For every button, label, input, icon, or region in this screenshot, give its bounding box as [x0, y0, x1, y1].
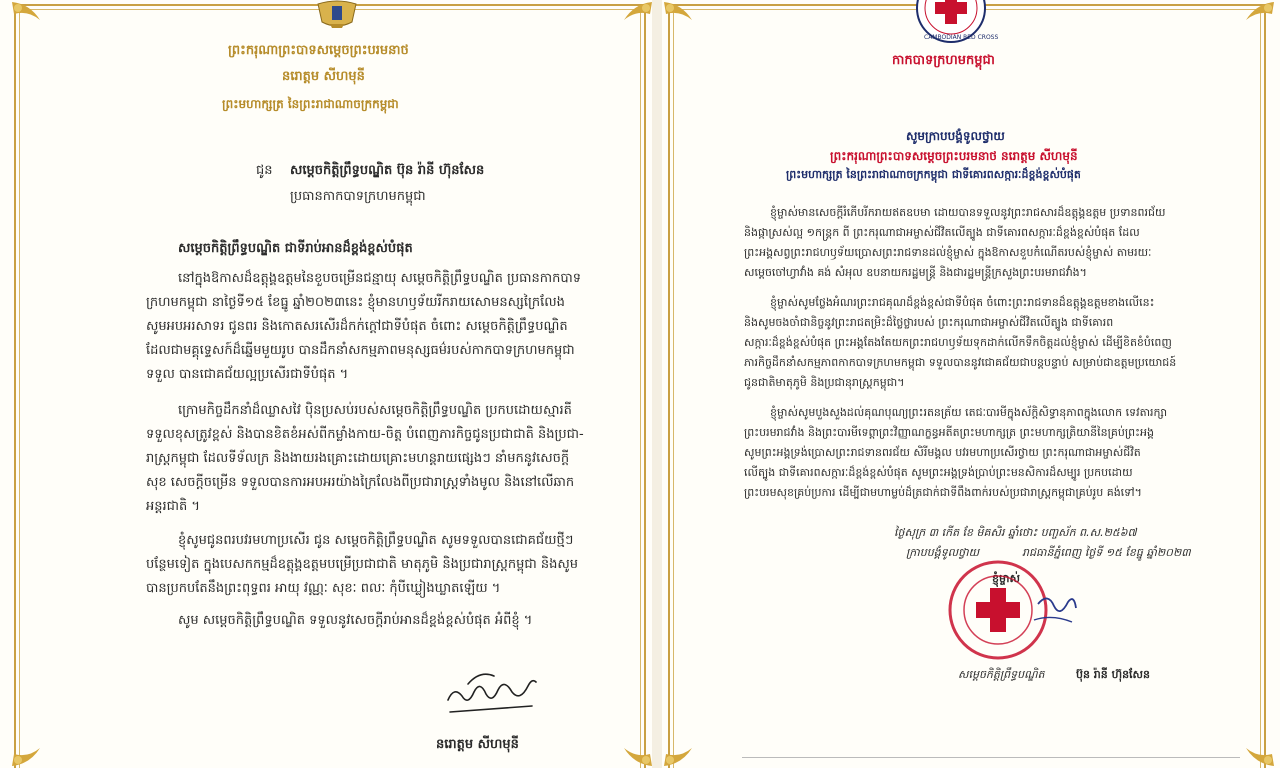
page-gutter	[652, 0, 662, 768]
salutation: សម្តេចកិត្តិព្រឹទ្ធបណ្ឌិត ជាទីរាប់អានដ៏ខ្ពង់ខ្ពស់បំផុត	[178, 241, 413, 256]
royal-coat-of-arms-icon	[312, 0, 362, 34]
org-name: កាកបាទក្រហមកម្ពុជា	[892, 53, 995, 68]
paragraph-line: ក្រហមកម្ពុជា នាថ្ងៃទី១៥ ខែធ្នូ ឆ្នាំ២០២៣នេះ ខ្ញុំមានហឫទ័យរីករាយសោមនស្សក្រៃលែង	[146, 295, 565, 310]
paragraph-line: សុខ សេចក្តីចម្រើន ទទួលបានការអបអរយ៉ាងក្រៃលែងពីប្រជារាស្ត្រទាំងមូល និងនៅលើឆាក	[146, 475, 575, 490]
paragraph-line: សម្តេចចៅហ្វាវាំង គង់ សំអុល ឧបនាយករដ្ឋមន្ត្រី និងជារដ្ឋមន្ត្រីក្រសួងព្រះបរមរាជវាំង។	[744, 266, 1087, 279]
paragraph-line: ខ្ញុំម្ចាស់សូមថ្លែងអំណរព្រះរាជគុណដ៏ខ្ពង់ខ្ពស់ជាទីបំផុត ចំពោះព្រះរាជទានដ៏ឧត្តុង្គឧត្តមខាងលើនេះ	[770, 296, 1155, 309]
paragraph-line: ខ្ញុំសូមជូនពរបវរមហាប្រសើរ ជូន សម្តេចកិត្តិព្រឹទ្ធបណ្ឌិត សូមទទួលបានជោគជ័យថ្មីៗ	[178, 533, 574, 548]
paragraph-line: បានប្រកបតែនឹងព្រះពុទ្ធពរ អាយុ វណ្ណៈ សុខៈ ពលៈ កុំបីឃ្លៀងឃ្លាតឡើយ ។	[146, 581, 501, 596]
paragraph-line: ជូនជាតិមាតុភូមិ និងប្រជានុរាស្ត្រកម្ពុជា។	[744, 376, 905, 389]
paragraph-line: រាស្ត្រកម្ពុជា ដែលទីទ័លក្រ និងងាយរងគ្រោះដោយគ្រោះមហន្តរាយផ្សេងៗ នាំមកនូវសេចក្តី	[146, 451, 570, 466]
paragraph-line: និងផ្កាស្រស់ល្អ ១កន្ត្រក ពី ព្រះករុណាជាអម្ចាស់ជីវិតលើត្បូង ជាទីគោរពសក្ការៈដ៏ខ្ពង់ខ្ពស់បំផុត ដែល	[744, 226, 1140, 239]
ornament-corner-icon	[1242, 0, 1276, 34]
paragraph-line: លើត្បូង ជាទីគោរពសក្ការៈដ៏ខ្ពង់ខ្ពស់បំផុត សូមព្រះអង្គទ្រង់ប្រាប់ព្រះមនសិការដ៏សម្បូរ ប្រកបដោយ	[744, 466, 1133, 479]
logo-ring-text: CAMBODIAN RED CROSS	[924, 34, 999, 41]
paragraph-line: ទទួលខុសត្រូវខ្ពស់ និងបានខិតខំអស់ពីកម្លាំងកាយ-ចិត្ត បំពេញភារកិច្ចជូនប្រជាជាតិ និងប្រជា-	[146, 427, 584, 442]
ornament-corner-icon	[662, 0, 696, 34]
paragraph-line: ក្រោមកិច្ចដឹកនាំដ៏ឈ្លាសវៃ ប៉ិនប្រសប់របស់សម្តេចកិត្តិព្រឹទ្ធបណ្ឌិត ប្រកបដោយស្មារតី	[178, 403, 572, 418]
royal-header-line1: ព្រះករុណាព្រះបាទសម្តេចព្រះបរមនាថ	[228, 43, 409, 58]
ornament-corner-icon	[1242, 734, 1276, 768]
ornament-corner-icon	[10, 0, 44, 34]
ornament-corner-icon	[620, 0, 652, 34]
paragraph-line: សូមអបអរសាទរ ជូនពរ និងកោតសរសើរដ៏កក់ក្តៅជាទីបំផុត ចំពោះ សម្តេចកិត្តិព្រឹទ្ធបណ្ឌិត	[146, 319, 568, 334]
closing-text: ខ្ញុំម្ចាស់	[992, 572, 1020, 585]
intro-line: សូមក្រាបបង្គំទូលថ្វាយ	[906, 129, 1005, 143]
paragraph-line: ខ្ញុំម្ចាស់មានសេចក្តីរំភើបរីករាយឥតឧបមា ដោយបានទទួលនូវព្រះរាជសារដ៏ឧត្តុង្គឧត្តម ប្រទានពរជ័យ	[770, 206, 1166, 219]
signer-title: សម្តេចកិត្តិព្រឹទ្ធបណ្ឌិត	[958, 668, 1045, 681]
king-signature-image	[440, 662, 550, 726]
red-cross-seal-icon	[942, 556, 1082, 670]
recipient-title: ប្រធានកាកបាទក្រហមកម្ពុជា	[290, 189, 426, 204]
gold-frame	[14, 4, 646, 768]
king-name: នរោត្តម សីហមុនី	[436, 737, 519, 752]
recipient-line1: ព្រះករុណាព្រះបាទសម្តេចព្រះបរមនាថ នរោត្តម សីហមុនី	[830, 149, 1078, 163]
red-cross-reply-page	[662, 0, 1280, 768]
signer-name: ប៊ុន រ៉ានី ហ៊ុនសែន	[1076, 668, 1150, 681]
royal-header-line3: ព្រះមហាក្សត្រ នៃព្រះរាជាណាចក្រកម្ពុជា	[222, 97, 399, 111]
ornament-corner-icon	[662, 734, 696, 768]
recipient-name: សម្តេចកិត្តិព្រឹទ្ធបណ្ឌិត ប៊ុន រ៉ានី ហ៊ុនសែន	[290, 163, 485, 178]
paragraph-line: ព្រះអង្គសព្វព្រះរាជហឫទ័យប្រោសព្រះរាជទានដល់ខ្ញុំម្ចាស់ ក្នុងឱកាសខួបកំណើតរបស់ខ្ញុំម្ចាស់ តាមរយៈ	[744, 246, 1152, 259]
paragraph-line: ភារកិច្ចដឹកនាំសកម្មភាពកាកបាទក្រហមកម្ពុជា ទទួលបាននូវជោគជ័យជាបន្តបន្ទាប់ សម្រាប់ជាឧត្តមប្រយោជន៍	[744, 356, 1177, 369]
recipient-prefix: ជូន	[256, 163, 273, 178]
lunar-date-line: ថ្ងៃសុក្រ ៣ កើត ខែ មិគសិរ ឆ្នាំថោះ បញ្ចស័ក ព.ស.២៥៦៧	[894, 526, 1137, 539]
date-line: រាជធានីភ្នំពេញ ថ្ងៃទី ១៥ ខែធ្នូ ឆ្នាំ២០២៣	[1022, 546, 1191, 559]
paragraph-line: ទទួល បានជោគជ័យល្អប្រសើរជាទីបំផុត ។	[146, 367, 349, 382]
paragraph-line: សូមព្រះអង្គទ្រង់ប្រោសព្រះរាជទានពរជ័យ សិរីមង្គល បវរមហាប្រសើរថ្វាយ ព្រះករុណាជាអម្ចាស់ជីវិត	[744, 446, 1141, 459]
ornament-corner-icon	[10, 734, 44, 768]
paragraph-line: ព្រះបរមសុខគ្រប់ប្រការ ដើម្បីជាមហាម្លប់ដ៏ត្រជាក់ជាទីពឹងពាក់របស់ប្រជារាស្ត្រកម្ពុជាគ្រប់រូប គង់ទៅ។	[744, 486, 1142, 499]
paragraph-line: និងសូមចងចាំជានិច្ចនូវព្រះរាជតម្រិះដ៏ថ្លៃថ្លារបស់ ព្រះករុណាជាអម្ចាស់ជីវិតលើត្បូង ជាទីគោរព	[744, 316, 1114, 329]
paragraph-line: ខ្ញុំម្ចាស់សូមបួងសួងដល់គុណបុណ្យព្រះរតនត្រ័យ តេជៈបារមីក្នុងស័ក្តិសិទ្ធានុភាពក្នុងលោក ទេវតារក្សា	[770, 406, 1168, 419]
paragraph-line: បន្ថែមទៀត ក្នុងបេសកកម្មដ៏ឧត្តុង្គឧត្តមបម្រើប្រជាជាតិ មាតុភូមិ និងប្រជារាស្ត្រកម្ពុជា និងសូម	[146, 557, 578, 572]
paragraph-line: សក្ការៈដ៏ខ្ពង់ខ្ពស់បំផុត ព្រះអង្គតែងតែយកព្រះរាជហឫទ័យទុកដាក់លើកទឹកចិត្តដល់ខ្ញុំម្ចាស់ ដើម្បីខិតខំបំពេញ	[744, 336, 1172, 349]
date-prefix: ក្រាបបង្គំទូលថ្វាយ	[906, 546, 980, 559]
royal-header-line2: នរោត្តម សីហមុនី	[282, 69, 365, 84]
recipient-line2: ព្រះមហាក្សត្រ នៃព្រះរាជាណាចក្រកម្ពុជា ជាទីគោរពសក្ការៈដ៏ខ្ពង់ខ្ពស់បំផុត	[786, 168, 1081, 181]
footer-divider	[742, 757, 1240, 766]
paragraph-line: អន្តរជាតិ ។	[146, 499, 200, 514]
paragraph-line: ព្រះបរមរាជវាំង និងព្រះបារមីទេព្តាព្រះវិញ្ញាណក្ខន្ធអតីតព្រះមហាក្សត្រ ព្រះមហាក្សត្រិយានីនៃគ្រប់ព្រះអង្គ	[744, 426, 1154, 439]
ornament-corner-icon	[620, 734, 652, 768]
paragraph-line: នៅក្នុងឱកាសដ៏ឧត្តុង្គឧត្តមនៃខួបចម្រើនជន្មាយុ សម្តេចកិត្តិព្រឹទ្ធបណ្ឌិត ប្រធានកាកបាទ	[178, 271, 581, 286]
paragraph-line: ដែលជាមគ្គុទ្ទេសក៍ដ៏ឆ្នើមមួយរូប បានដឹកនាំសកម្មភាពមនុស្សធម៌របស់កាកបាទក្រហមកម្ពុជា	[146, 343, 575, 358]
paragraph-line: សូម សម្តេចកិត្តិព្រឹទ្ធបណ្ឌិត ទទួលនូវសេចក្តីរាប់អានដ៏ខ្ពង់ខ្ពស់បំផុត អំពីខ្ញុំ ។	[178, 613, 533, 628]
